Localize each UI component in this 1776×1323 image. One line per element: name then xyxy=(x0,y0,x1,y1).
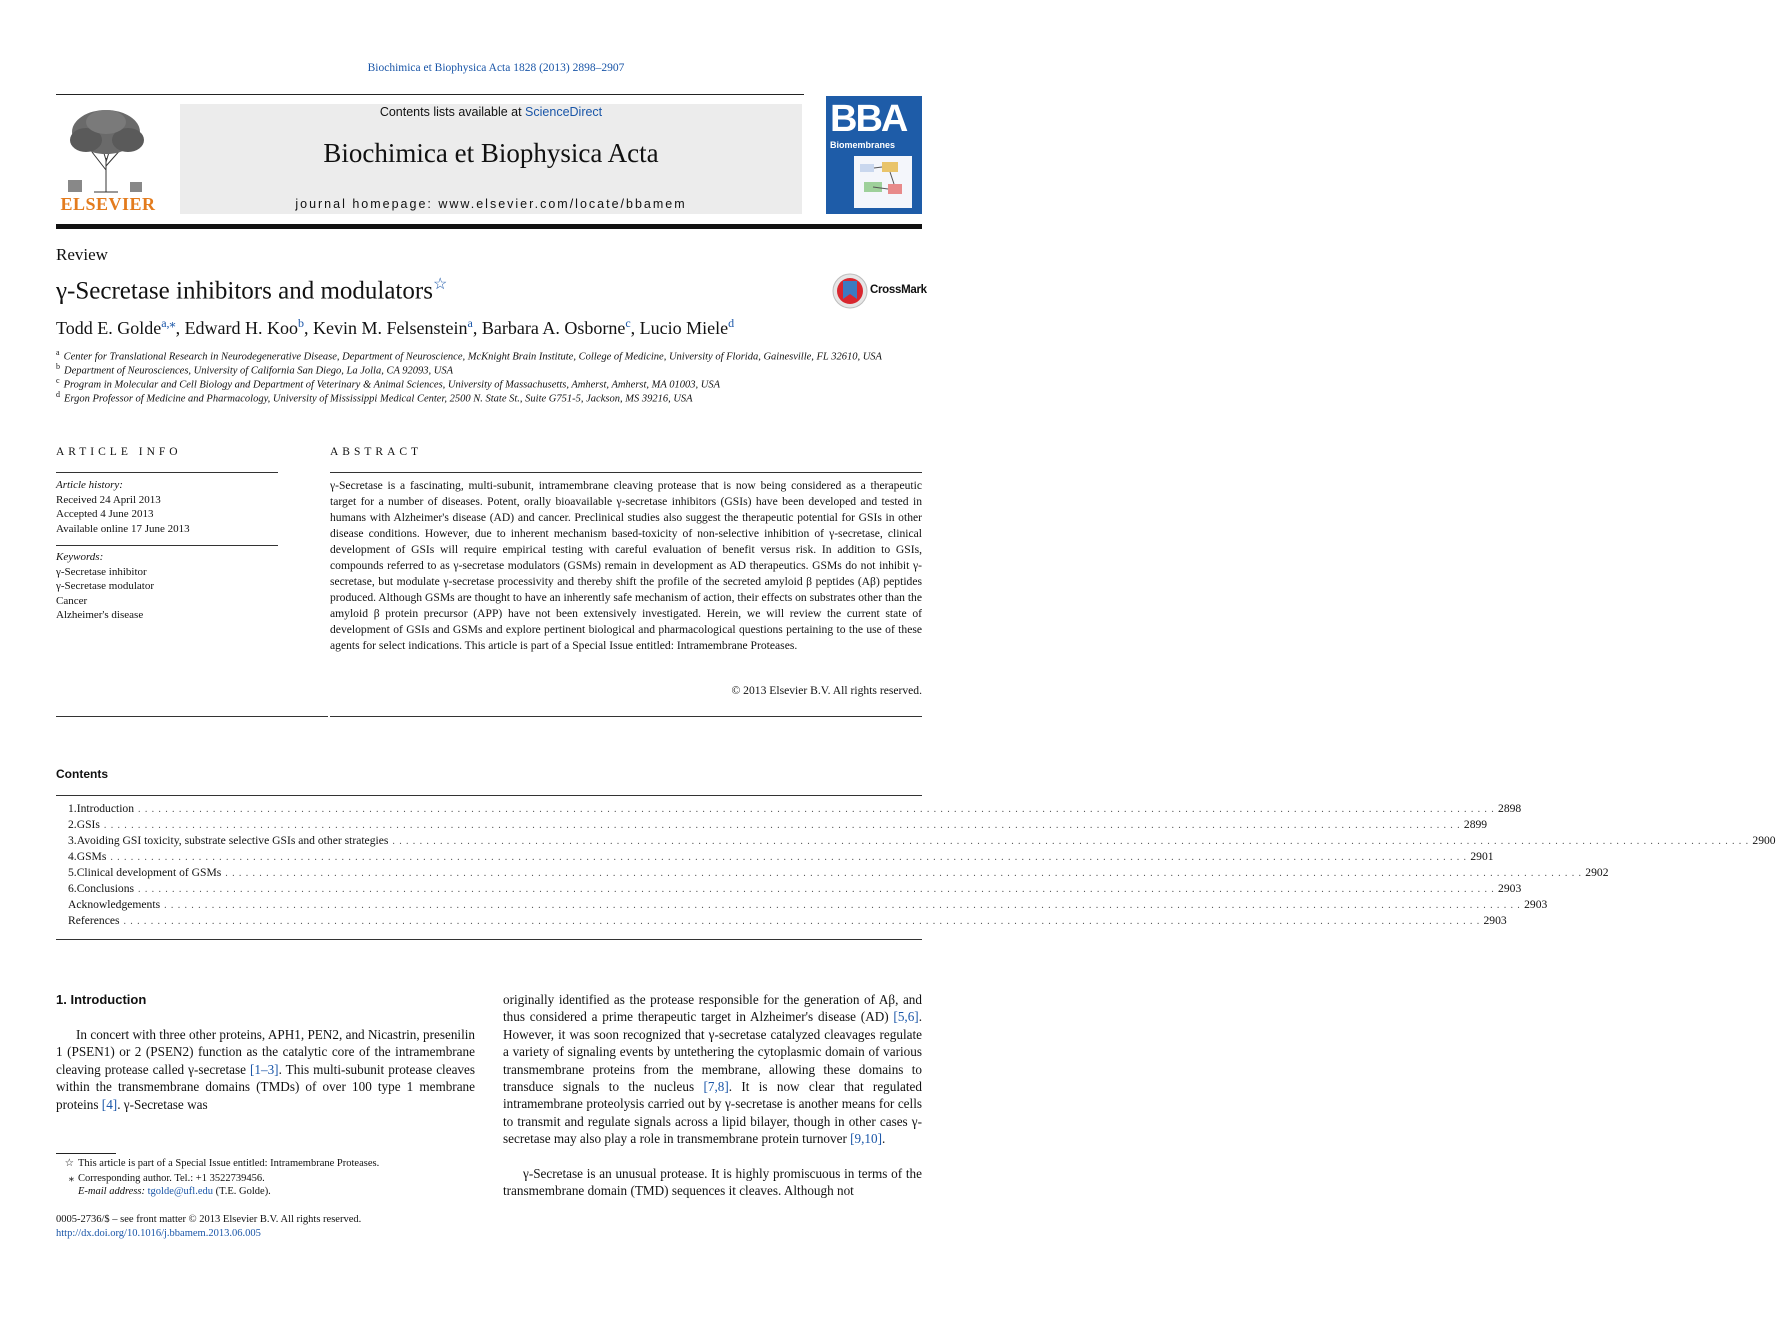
affiliation-mark: c xyxy=(56,376,60,385)
toc-leader-dots: ........................................................................................................................................................................................................ xyxy=(138,804,1499,815)
citation-link[interactable]: [9,10] xyxy=(850,1131,883,1147)
affiliation-text: Center for Translational Research in Neurodegenerative Disease, Department of Neuroscience, McKnight Brain Institute, College of Medicine, University of Florida, Gainesville, FL 32610, USA xyxy=(63,351,882,363)
abstract-heading: ABSTRACT xyxy=(330,446,423,458)
affiliation-mark: d xyxy=(56,390,60,399)
crossmark-label[interactable]: CrossMark xyxy=(870,284,927,296)
toc-entry[interactable] xyxy=(56,898,1548,914)
affiliation xyxy=(56,348,882,363)
issn-line: 0005-2736/$ – see front matter © 2013 Elsevier B.V. All rights reserved. xyxy=(56,1214,362,1225)
citation-link[interactable]: [1–3] xyxy=(250,1061,279,1077)
affiliation-text: Ergon Professor of Medicine and Pharmacology, University of Mississippi Medical Center, 2500 N. State St., Suite G751-5, Jackson, MS 39216, USA xyxy=(64,393,693,405)
toc-title[interactable]: GSMs xyxy=(77,850,111,863)
author-name: Lucio Miele xyxy=(639,318,729,338)
journal-title: Biochimica et Biophysica Acta xyxy=(323,138,659,168)
toc-entry[interactable] xyxy=(56,834,1776,850)
keyword: γ-Secretase inhibitor xyxy=(56,565,147,578)
toc-entry[interactable] xyxy=(56,866,1609,882)
toc-entry[interactable] xyxy=(56,914,1507,930)
contents-available-line xyxy=(180,105,802,119)
affiliation-mark: a xyxy=(56,348,60,357)
abstract-copyright: © 2013 Elsevier B.V. All rights reserved. xyxy=(731,684,922,697)
history-accepted: Accepted 4 June 2013 xyxy=(56,508,154,520)
paragraph-text: In concert with three other proteins, APH1, PEN2, and Nicastrin, presenilin 1 (PSEN1) or 2 (PSEN2) function as the catalytic core of the intramembrane cleaving protease called γ-secretase xyxy=(56,1027,475,1077)
toc-page: 2901 xyxy=(1470,850,1494,863)
body-paragraph xyxy=(56,1026,475,1113)
toc-number: 4. xyxy=(68,850,77,863)
table-of-contents xyxy=(56,802,1776,930)
journal-cover-image xyxy=(826,96,922,214)
toc-leader-dots: ........................................................................................................................................................................................................ xyxy=(123,916,1484,927)
footnote-corresponding xyxy=(56,1172,265,1184)
toc-title[interactable]: Clinical development of GSMs xyxy=(77,866,226,879)
toc-leader-dots: ........................................................................................................................................................................................................ xyxy=(138,884,1499,895)
toc-leader-dots: ........................................................................................................................................................................................................ xyxy=(225,868,1586,879)
keywords-label: Keywords: xyxy=(56,551,104,563)
author-name: Kevin M. Felsenstein xyxy=(313,318,468,338)
toc-number: 5. xyxy=(68,866,77,879)
toc-page: 2900 xyxy=(1752,834,1776,847)
sciencedirect-link[interactable]: ScienceDirect xyxy=(525,105,603,119)
citation-link[interactable]: [4] xyxy=(101,1096,118,1112)
history-received: Received 24 April 2013 xyxy=(56,493,161,506)
abstract-bottom-rule xyxy=(56,716,328,717)
author-affiliation-mark[interactable]: a xyxy=(467,316,473,330)
toc-number: 3. xyxy=(68,834,77,847)
body-paragraph: γ-Secretase is an unusual protease. It is highly promiscuous in terms of the transmembrane domain (TMD) sequences it cleaves. Although not xyxy=(503,1166,922,1199)
toc-leader-dots: ........................................................................................................................................................................................................ xyxy=(164,900,1525,911)
toc-entry[interactable] xyxy=(56,850,1494,866)
body-paragraph xyxy=(503,991,922,1148)
toc-title[interactable]: References xyxy=(68,914,124,927)
toc-page: 2903 xyxy=(1483,914,1507,927)
toc-leader-dots: ........................................................................................................................................................................................................ xyxy=(110,852,1471,863)
toc-title[interactable]: Introduction xyxy=(77,802,138,815)
paragraph-text: originally identified as the protease responsible for the generation of Aβ, and thus considered a prime therapeutic target in Alzheimer's disease (AD) xyxy=(503,992,922,1025)
affiliation xyxy=(56,390,693,405)
keywords xyxy=(56,550,278,623)
toc-title[interactable]: Avoiding GSI toxicity, substrate selective GSIs and other strategies xyxy=(77,834,393,847)
contents-heading: Contents xyxy=(56,767,108,781)
footnote-special-issue xyxy=(56,1157,379,1169)
footnote-mark: ⁎ xyxy=(68,1173,74,1184)
toc-entry[interactable] xyxy=(56,882,1522,898)
toc-page: 2903 xyxy=(1524,898,1548,911)
elsevier-wordmark: ELSEVIER xyxy=(60,194,156,214)
paragraph-text: . xyxy=(882,1131,886,1147)
footnote-text: Corresponding author. Tel.: +1 3522739456. xyxy=(78,1173,265,1184)
crossmark-icon[interactable] xyxy=(832,273,868,309)
section-heading-introduction: 1. Introduction xyxy=(56,992,147,1007)
toc-number: 1. xyxy=(68,802,77,815)
author-affiliation-mark[interactable]: b xyxy=(298,316,305,330)
author-name: Barbara A. Osborne xyxy=(481,318,626,338)
abstract-text: γ-Secretase is a fascinating, multi-subunit, intramembrane cleaving protease that is now being considered as a therapeutic target for a number of diseases. Potent, orally bioavailable γ-secretase inhibitors (GSIs) have been developed and tested in humans with Alzheimer's disease (AD) and cancer. Preclinical studies also suggest the therapeutic potential for GSIs in other disease conditions. However, due to inherent mechanism based-toxicity of non-selective inhibition of γ-secretase, clinical development of GSIs will require empirical testing with careful evaluation of benefit versus risk. In addition to GSIs, compounds referred to as γ-secretase modulators (GSMs) remain in development as AD therapeutics. GSMs do not inhibit γ-secretase, but modulate γ-secretase processivity and thereby shift the profile of the secreted amyloid β peptides (Aβ) peptides produced. Although GSMs are thought to have an inherently safe mechanism of action, their effects on substrates other than the amyloid β protein precursor (APP) have not been extensively investigated. Herein, we will review the current state of development of GSIs and GSMs and explore pertinent biological and pharmacological questions pertaining to the use of these agents for select indications. This article is part of a Special Issue entitled: Intramembrane Proteases. xyxy=(330,479,922,652)
author-affiliation-mark[interactable]: d xyxy=(728,316,735,330)
article-title xyxy=(56,274,447,305)
keyword: Cancer xyxy=(56,594,88,607)
affiliation xyxy=(56,362,453,377)
toc-leader-dots: ........................................................................................................................................................................................................ xyxy=(103,820,1464,831)
contents-bottom-rule xyxy=(56,939,922,940)
toc-entry[interactable] xyxy=(56,818,1488,834)
keywords-rule xyxy=(56,545,278,546)
abstract-rule xyxy=(330,472,922,473)
history-label: Article history: xyxy=(56,479,123,491)
article-info-heading: ARTICLE INFO xyxy=(56,446,182,458)
cover-subtitle: Biomembranes xyxy=(830,140,896,150)
email-suffix: (T.E. Golde). xyxy=(212,1186,271,1197)
header-rule xyxy=(56,94,804,95)
author-name: Edward H. Koo xyxy=(184,318,299,338)
affiliation-text: Department of Neurosciences, University of California San Diego, La Jolla, CA 92093, USA xyxy=(64,365,454,377)
toc-number: 6. xyxy=(68,882,77,895)
contents-prefix: Contents lists available at xyxy=(379,105,526,119)
author-affiliation-mark[interactable]: a,⁎ xyxy=(161,316,176,330)
author-name: Todd E. Golde xyxy=(56,318,162,338)
affiliation-mark: b xyxy=(56,362,60,371)
keyword: Alzheimer's disease xyxy=(56,609,144,621)
toc-title[interactable]: Acknowledgements xyxy=(68,898,164,911)
toc-entry[interactable] xyxy=(56,802,1522,818)
title-text: γ-Secretase inhibitors and modulators xyxy=(56,277,433,305)
citation-link[interactable]: [5,6] xyxy=(893,1009,919,1025)
title-footnote-mark[interactable]: ☆ xyxy=(432,276,448,293)
toc-page: 2898 xyxy=(1498,802,1522,815)
abstract-bottom-rule xyxy=(330,716,922,717)
author-affiliation-mark[interactable]: c xyxy=(625,316,631,330)
footnote-mark: ☆ xyxy=(64,1158,74,1169)
author-list: Todd E. Golde$^{a,⁎}$, Edward H. Koo$^b$, Kevin M. Felsenstein$^a$, Barbara A. Osborne$^c$, Lucio Miele$^d$ xyxy=(56,316,735,338)
paragraph-text: . However, it was soon recognized that γ-secretase catalyzed cleavages regulate a variety of signaling events by untethering the cytoplasmic domain of various transmembrane proteins from the membrane, allowing these domains to transduce signals to the nucleus xyxy=(503,1009,922,1095)
citation-link[interactable]: [7,8] xyxy=(703,1079,729,1095)
article-type: Review xyxy=(56,245,108,264)
email-label: E-mail address: xyxy=(78,1186,148,1197)
journal-citation[interactable]: Biochimica et Biophysica Acta 1828 (2013) 2898–2907 xyxy=(367,62,625,74)
article-history xyxy=(56,478,278,536)
paragraph-text: . This multi-subunit protease cleaves within the transmembrane domains (TMDs) of over 100 type 1 membrane proteins xyxy=(56,1061,475,1112)
paragraph-text: . γ-Secretase was xyxy=(117,1096,208,1112)
toc-title[interactable]: GSIs xyxy=(77,818,104,831)
toc-page: 2903 xyxy=(1498,882,1522,895)
email-link[interactable]: tgolde@ufl.edu xyxy=(147,1186,213,1197)
cover-figure-icon xyxy=(854,156,912,208)
footnote-email xyxy=(56,1186,271,1197)
footnote-text: This article is part of a Special Issue entitled: Intramembrane Proteases. xyxy=(78,1158,380,1169)
article-info-rule xyxy=(56,472,278,473)
affiliation xyxy=(56,376,720,391)
history-online: Available online 17 June 2013 xyxy=(56,522,190,535)
journal-homepage[interactable]: journal homepage: www.elsevier.com/locate/bbamem xyxy=(295,197,687,211)
contents-rule xyxy=(56,795,922,796)
affiliation-text: Program in Molecular and Cell Biology and Department of Veterinary & Animal Sciences, University of Massachusetts, Amherst, Amherst, MA 01003, USA xyxy=(63,379,721,391)
footnote-rule xyxy=(56,1153,116,1154)
toc-page: 2902 xyxy=(1585,866,1609,879)
paragraph-text: . It is now clear that regulated intramembrane proteolysis carried out by γ-secretase is another means for cells to transmit and regulate signals across a lipid bilayer, though in other cases γ-secretase may also play a role in transmembrane protein turnover xyxy=(503,1079,922,1147)
doi-link[interactable]: http://dx.doi.org/10.1016/j.bbamem.2013.06.005 xyxy=(56,1228,261,1239)
toc-page: 2899 xyxy=(1463,818,1488,831)
cover-title: BBA xyxy=(830,98,907,140)
toc-number: 2. xyxy=(68,818,77,831)
toc-title[interactable]: Conclusions xyxy=(77,882,138,895)
keyword: γ-Secretase modulator xyxy=(56,580,155,592)
header-thick-rule xyxy=(56,224,922,229)
toc-leader-dots: ........................................................................................................................................................................................................ xyxy=(392,836,1753,847)
